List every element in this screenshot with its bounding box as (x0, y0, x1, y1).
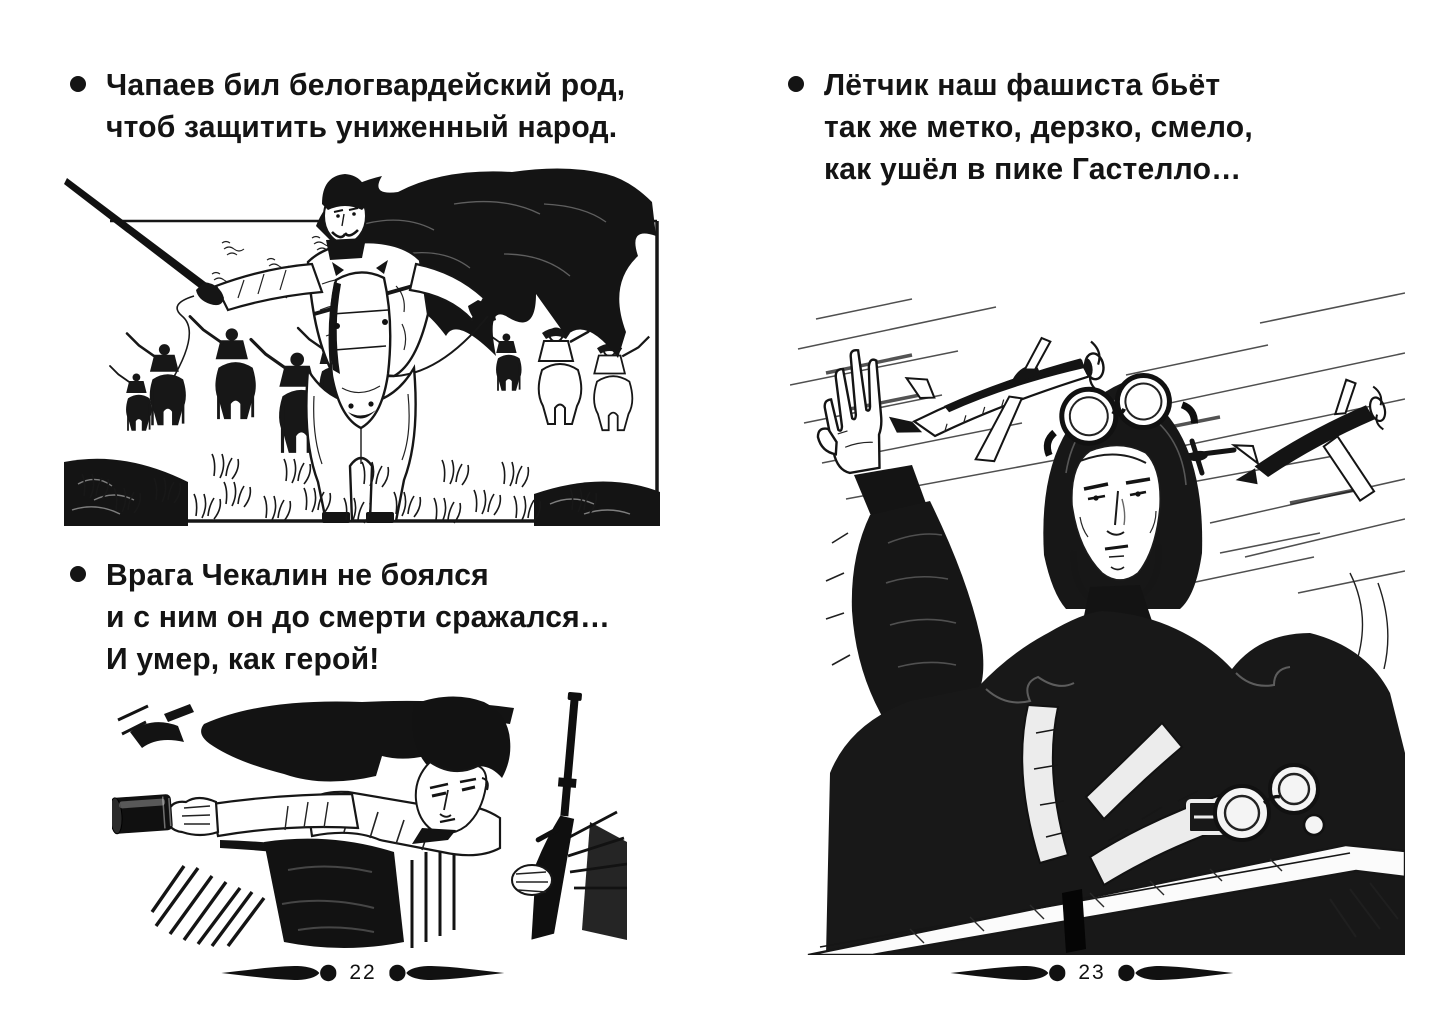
stanza-line: как ушёл в пике Гастелло… (824, 151, 1242, 186)
right-page-footer (949, 960, 1234, 986)
page-number: 23 (1078, 961, 1106, 984)
page-number: 22 (349, 961, 377, 984)
chekalin-illustration (112, 690, 627, 958)
stanza-chapaev (70, 64, 641, 148)
divider-ornament-icon (1119, 960, 1235, 986)
grip-hand (512, 865, 552, 895)
divider-ornament-icon (949, 960, 1065, 986)
bullet-icon (70, 566, 86, 582)
gastello-pilot-illustration (790, 253, 1405, 955)
divider-ornament-icon (390, 960, 506, 986)
stanza-line: И умер, как герой! (106, 641, 380, 676)
left-page-footer (220, 960, 505, 986)
stanza-line: Врага Чекалин не боялся (106, 557, 489, 592)
divider-ornament-icon (220, 960, 336, 986)
stanza-line: так же метко, дерзко, смело, (824, 109, 1253, 144)
bullet-icon (788, 76, 804, 92)
stanza-chekalin (70, 554, 626, 680)
stanza-line: чтоб защитить униженный народ. (106, 109, 618, 144)
stanza-line: Лётчик наш фашиста бьёт (824, 67, 1221, 102)
chapaev-cavalry-illustration (64, 164, 660, 526)
chapaev-head (322, 174, 368, 260)
stanza-gastello (788, 64, 1266, 190)
stanza-line: и с ним он до смерти сражался… (106, 599, 611, 634)
hand (168, 798, 218, 835)
stanza-line: Чапаев бил белогвардейский род, (106, 67, 626, 102)
bullet-icon (70, 76, 86, 92)
grenade (112, 794, 173, 834)
